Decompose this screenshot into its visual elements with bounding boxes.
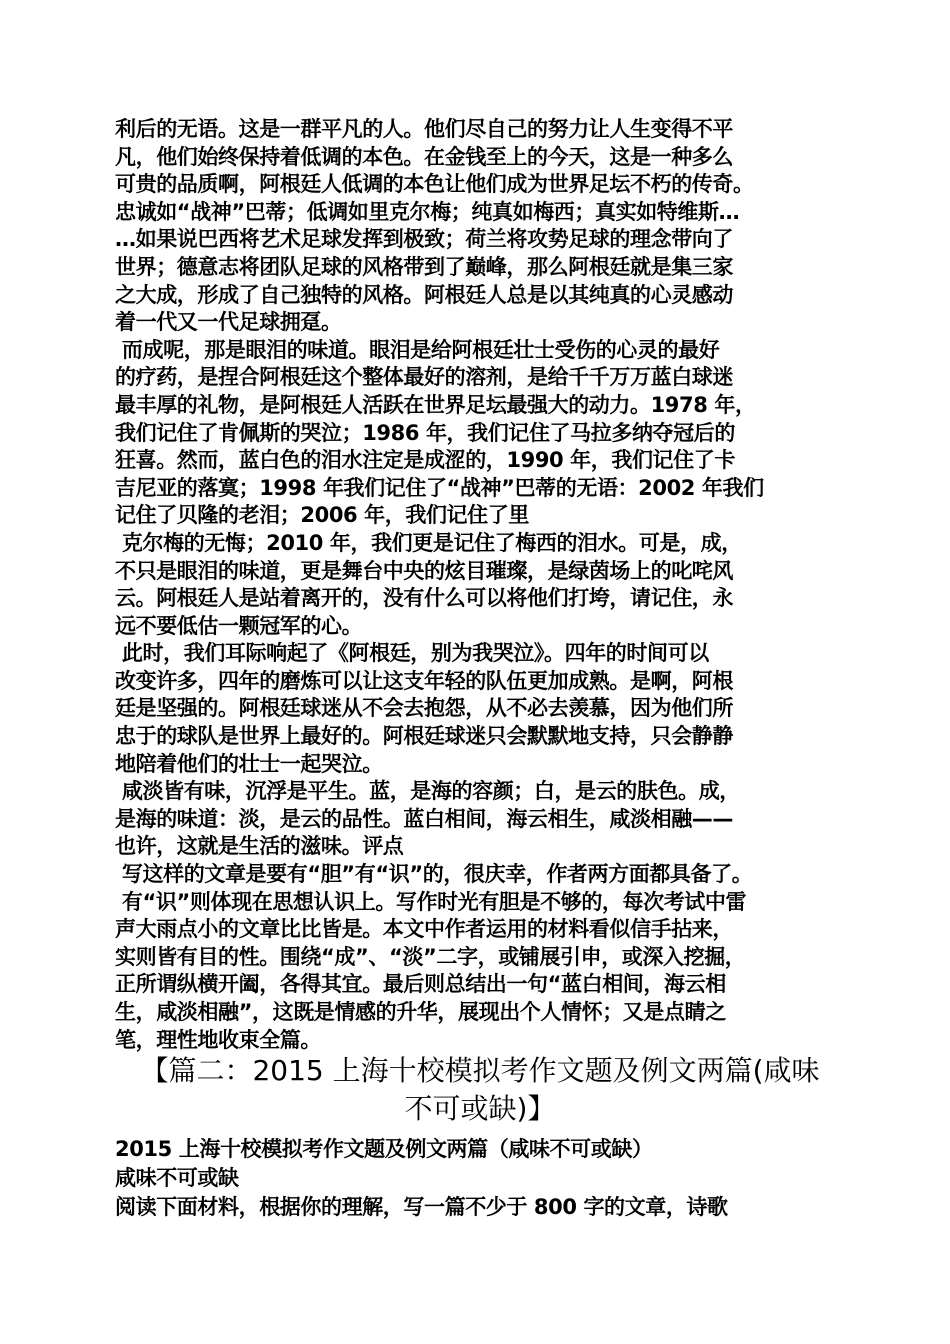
section-heading	[100, 1052, 860, 1128]
text-line: 我们记住了肯佩斯的哭泣；1986 年，我们记住了马拉多纳夺冠后的	[115, 420, 735, 445]
text-line: 狂喜。然而，蓝白色的泪水注定是成涩的，1990 年，我们记住了卡	[115, 448, 735, 473]
text-line: 利后的无语。这是一群平凡的人。他们尽自己的努力让人生变得不平	[115, 117, 733, 141]
text-line: 廷是坚强的。阿根廷球迷从不会去抱怨，从不必去羡慕，因为他们所	[115, 696, 733, 721]
article-title: 2015 上海十校模拟考作文题及例文两篇（咸味不可或缺）	[115, 1137, 653, 1161]
text-line: 不只是眼泪的味道，更是舞台中央的炫目璀璨，是绿茵场上的叱咤风	[115, 558, 733, 583]
section-heading-line: 【篇二：2015 上海十校模拟考作文题及例文两篇(咸味	[140, 1054, 820, 1087]
text-line: 的疗药，是捏合阿根廷这个整体最好的溶剂，是给千千万万蓝白球迷	[115, 365, 733, 390]
text-line: 之大成，形成了自己独特的风格。阿根廷人总是以其纯真的心灵感动	[115, 282, 733, 307]
text-line: 而成呢，那是眼泪的味道。眼泪是给阿根廷壮士受伤的心灵的最好	[115, 337, 720, 362]
essay-body	[115, 116, 843, 1054]
text-line: 是海的味道：淡，是云的品性。蓝白相间，海云相生，咸淡相融——	[115, 806, 733, 831]
text-line: 正所谓纵横开阖，各得其宜。最后则总结出一句“蓝白相间，海云相	[115, 972, 726, 997]
text-line: 世界；德意志将团队足球的风格带到了巅峰，那么阿根廷就是集三家	[115, 254, 733, 279]
text-line: 忠诚如“战神”巴蒂；低调如里克尔梅；纯真如梅西；真实如特维斯…	[115, 199, 740, 224]
text-line: 改变许多，四年的磨炼可以让这支年轻的队伍更加成熟。是啊，阿根	[115, 668, 733, 693]
text-line: 笔，理性地收束全篇。	[115, 1027, 321, 1052]
text-line: 也许，这就是生活的滋味。评点	[115, 834, 404, 859]
text-line: 写这样的文章是要有“胆”有“识”的，很庆幸，作者两方面都具备了。	[115, 862, 753, 887]
text-line: 吉尼亚的落寞；1998 年我们记住了“战神”巴蒂的无语：2002 年我们	[115, 475, 764, 500]
text-line: 最丰厚的礼物，是阿根廷人活跃在世界足坛最强大的动力。1978 年，	[115, 392, 756, 417]
text-line: 克尔梅的无悔；2010 年，我们更是记住了梅西的泪水。可是，成，	[115, 530, 742, 555]
text-line: 着一代又一代足球拥趸。	[115, 310, 342, 335]
text-line: …如果说巴西将艺术足球发挥到极致；荷兰将攻势足球的理念带向了	[115, 227, 733, 252]
text-line: 忠于的球队是世界上最好的。阿根廷球迷只会默默地支持，只会静静	[115, 724, 733, 749]
text-line: 生，咸淡相融”，这既是情感的升华，展现出个人情怀；又是点睛之	[115, 1000, 726, 1024]
text-line: 咸淡皆有味，沉浮是平生。蓝，是海的容颜；白，是云的肤色。成，	[115, 779, 740, 804]
text-line: 声大雨点小的文章比比皆是。本文中作者运用的材料看似信手拈来，	[115, 917, 733, 942]
next-section-body	[115, 1135, 843, 1222]
text-line: 地陪着他们的壮士一起哭泣。	[115, 751, 383, 776]
text-line: 远不要低估一颗冠军的心。	[115, 613, 363, 638]
text-line: 实则皆有目的性。围绕“成”、“淡”二字，或铺展引申，或深入挖掘，	[115, 944, 746, 969]
article-subtitle: 咸味不可或缺	[115, 1166, 239, 1190]
section-heading-line: 不可或缺)】	[404, 1092, 556, 1125]
text-line: 凡，他们始终保持着低调的本色。在金钱至上的今天，这是一种多么	[115, 144, 733, 169]
text-line: 此时，我们耳际响起了《阿根廷，别为我哭泣》。四年的时间可以	[115, 641, 709, 666]
text-line: 记住了贝隆的老泪；2006 年，我们记住了里	[115, 503, 529, 528]
text-line: 有“识”则体现在思想认识上。写作时光有胆是不够的，每次考试中雷	[115, 889, 747, 914]
text-line: 云。阿根廷人是站着离开的，没有什么可以将他们打垮，请记住，永	[115, 586, 733, 611]
text-line: 阅读下面材料，根据你的理解，写一篇不少于 800 字的文章，诗歌	[115, 1195, 728, 1219]
text-line: 可贵的品质啊，阿根廷人低调的本色让他们成为世界足坛不朽的传奇。	[115, 172, 754, 197]
